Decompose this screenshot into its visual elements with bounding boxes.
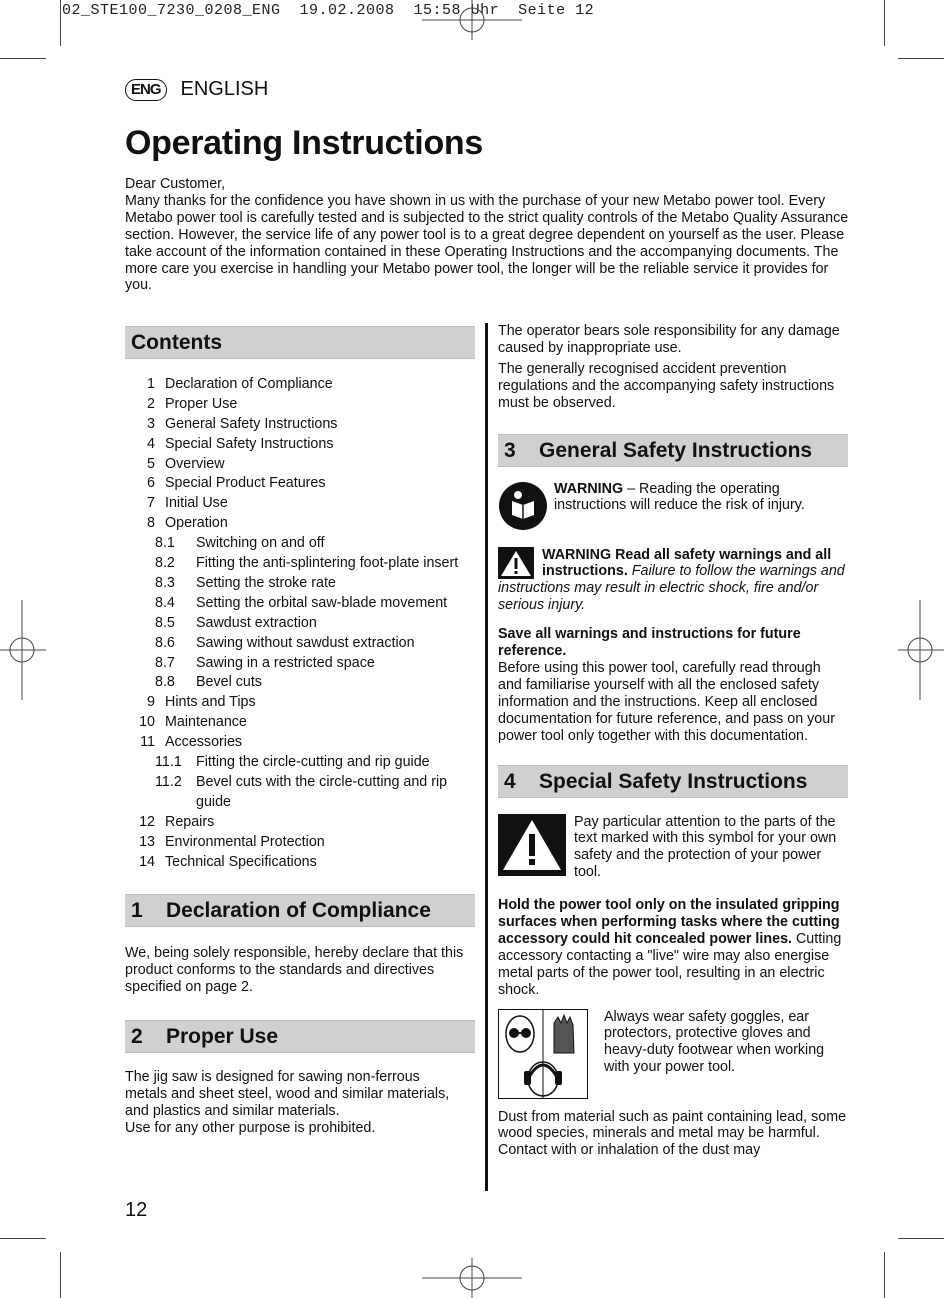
registration-mark-left bbox=[0, 600, 46, 700]
read-manual-text: WARNING – Reading the operating instructions will reduce the risk of injury. bbox=[554, 480, 805, 514]
toc-item: 2 Proper Use bbox=[147, 395, 238, 412]
toc-item: 13 Environmental Protection bbox=[139, 833, 325, 850]
intro-body: Many thanks for the confidence you have shown in us with the purchase of your new Metabo power tool. Every Metabo power tool is carefully tested and is subjected to the strict quality controls of the Metabo Quality Assurance section. However, the service life of any power tool is to a great degree dependent on yourself as the user. Please take account of the information contained in these Operating Instructions and the accompanying documents. The more care you exercise in handling your Metabo power tool, the longer will be the reliable service it provides for you. bbox=[125, 192, 849, 294]
save-instructions: Save all warnings and instructions for future reference. Before using this power tool, carefully read through and familiarise yourself with all the enclosed safety information and the instructions. Keep all enclosed documentation for future reference, and pass on your power tool only together with this documentation. bbox=[498, 626, 835, 744]
toc-subitem: 11.1 Fitting the circle-cutting and rip guide bbox=[155, 754, 430, 771]
dust-warning-text: Dust from material such as paint containing lead, some wood species, minerals and metal may be harmful. Contact with or inhalation of the dust may bbox=[498, 1108, 847, 1159]
toc-item: 7 Initial Use bbox=[147, 495, 228, 512]
toc-item: 8 Operation bbox=[147, 515, 228, 532]
toc-item: 6 Special Product Features bbox=[147, 475, 326, 492]
toc-item: 5 Overview bbox=[147, 455, 225, 472]
crop-mark bbox=[898, 1238, 944, 1239]
toc-subitem: 8.4 Setting the orbital saw-blade movement bbox=[155, 594, 448, 611]
section-2-heading: 2 Proper Use bbox=[125, 1020, 475, 1053]
print-header: 02_STE100_7230_0208_ENG 19.02.2008 15:58 Uhr Seite 12 bbox=[62, 2, 595, 19]
toc-item: 12 Repairs bbox=[139, 813, 215, 830]
left-column bbox=[125, 326, 475, 1137]
toc-item: 10 Maintenance bbox=[139, 714, 247, 731]
section-1-heading: 1 Declaration of Compliance bbox=[125, 894, 475, 927]
read-manual-warning bbox=[498, 481, 848, 531]
page-title: Operating Instructions bbox=[125, 124, 483, 162]
crop-mark bbox=[0, 1238, 46, 1239]
toc-subitem: 8.8 Bevel cuts bbox=[155, 674, 262, 691]
warning-triangle-icon bbox=[498, 547, 534, 579]
attention-notice bbox=[498, 814, 848, 882]
toc-subitem: 8.1 Switching on and off bbox=[155, 535, 325, 552]
column-divider bbox=[485, 323, 488, 1191]
language-indicator bbox=[125, 78, 268, 101]
toc-item: 3 General Safety Instructions bbox=[147, 415, 338, 432]
toc-item: 11 Accessories bbox=[140, 734, 243, 751]
registration-mark-right bbox=[898, 600, 944, 700]
table-of-contents bbox=[125, 375, 475, 872]
language-badge: ENG bbox=[125, 79, 167, 101]
crop-mark bbox=[884, 1252, 885, 1298]
crop-mark bbox=[60, 0, 61, 46]
right-column bbox=[498, 323, 848, 1159]
power-line-warning: Hold the power tool only on the insulated gripping surfaces when performing tasks where the cutting accessory could hit concealed power lines. Cutting accessory contacting a "live" wire may also energise metal parts of the power tool, resulting in an electric shock. bbox=[498, 897, 842, 998]
toc-subitem: 8.2 Fitting the anti-splintering foot-plate insert bbox=[155, 555, 459, 572]
language-label: ENGLISH bbox=[180, 78, 269, 100]
intro-greeting: Dear Customer, bbox=[125, 176, 226, 192]
crop-mark bbox=[0, 58, 46, 59]
protective-equipment-icon bbox=[498, 1009, 588, 1099]
read-manual-icon bbox=[498, 481, 548, 531]
toc-subitem: 8.6 Sawing without sawdust extraction bbox=[155, 634, 415, 651]
regulations-text: The generally recognised accident prevention regulations and the accompanying safety instructions must be observed. bbox=[498, 360, 835, 411]
attention-text: Pay particular attention to the parts of the text marked with this symbol for your own safety and the protection of your power tool. bbox=[574, 813, 837, 881]
section-4-heading: 4 Special Safety Instructions bbox=[498, 765, 848, 798]
intro-text bbox=[125, 176, 850, 294]
toc-subitem: 8.7 Sawing in a restricted space bbox=[155, 654, 375, 671]
crop-mark bbox=[884, 0, 885, 46]
registration-mark-top bbox=[422, 0, 522, 40]
attention-triangle-icon bbox=[498, 814, 566, 876]
toc-item: 14 Technical Specifications bbox=[139, 853, 317, 870]
section-2-text: The jig saw is designed for sawing non-ferrous metals and sheet steel, wood and similar materials, and plastics and similar materials. bbox=[125, 1069, 450, 1119]
registration-mark-bottom bbox=[422, 1258, 522, 1298]
section-2-text-2: Use for any other purpose is prohibited. bbox=[125, 1119, 376, 1136]
toc-subitem: 8.3 Setting the stroke rate bbox=[155, 574, 336, 591]
section-3-heading: 3 General Safety Instructions bbox=[498, 434, 848, 467]
responsibility-text: The operator bears sole responsibility for any damage caused by inappropriate use. bbox=[498, 323, 840, 356]
general-warning bbox=[498, 547, 848, 615]
toc-subitem: 8.5 Sawdust extraction bbox=[155, 614, 317, 631]
crop-mark bbox=[60, 1252, 61, 1298]
ppe-text: Always wear safety goggles, ear protectors, protective gloves and heavy-duty footwear when working with your power tool. bbox=[604, 1008, 825, 1076]
contents-heading: Contents bbox=[125, 326, 475, 359]
toc-subitem: 11.2 Bevel cuts with the circle-cutting and rip guide bbox=[155, 773, 448, 810]
general-warning-text: WARNING Read all safety warnings and all instructions. Failure to follow the warnings and instructions may result in electric shock, fire and/or serious injury. bbox=[498, 546, 845, 614]
page-number: 12 bbox=[125, 1199, 148, 1221]
ppe-notice bbox=[498, 1009, 848, 1099]
section-1-text: We, being solely responsible, hereby declare that this product conforms to the standards and directives specified on page 2. bbox=[125, 945, 464, 996]
toc-item: 1 Declaration of Compliance bbox=[147, 376, 333, 392]
toc-item: 4 Special Safety Instructions bbox=[147, 435, 334, 452]
crop-mark bbox=[898, 58, 944, 59]
toc-item: 9 Hints and Tips bbox=[147, 694, 256, 711]
